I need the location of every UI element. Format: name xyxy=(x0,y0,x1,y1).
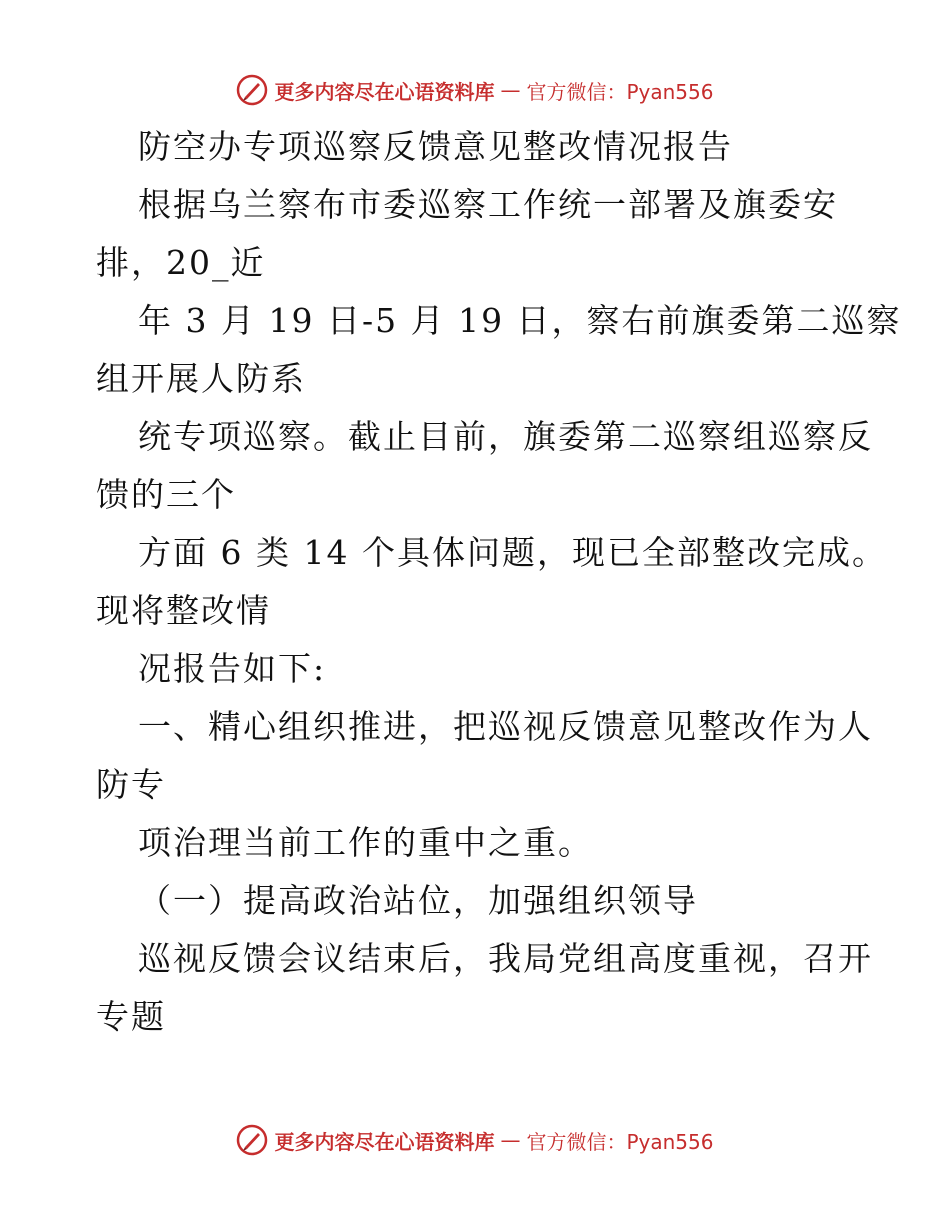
header-watermark xyxy=(0,70,950,110)
text-line: 专题 xyxy=(96,997,166,1036)
text-line: 防空办专项巡察反馈意见整改情况报告 xyxy=(138,127,733,166)
watermark-wechat: 官方微信：Pyan556 xyxy=(526,1129,714,1154)
text-line: 根据乌兰察布市委巡察工作统一部署及旗委安 xyxy=(138,185,838,224)
text-line: 方面 6 类 14 个具体问题，现已全部整改完成。 xyxy=(138,533,887,572)
text-line: 排，20_近 xyxy=(96,243,266,282)
text-line: 馈的三个 xyxy=(96,475,236,514)
watermark-text: 更多内容尽在心语资料库 xyxy=(274,79,495,104)
text-line: 况报告如下: xyxy=(138,649,327,688)
quill-pen-logo-icon xyxy=(236,74,268,106)
text-line: 组开展人防系 xyxy=(96,359,306,398)
text-line: 项治理当前工作的重中之重。 xyxy=(138,823,593,862)
footer-watermark xyxy=(0,1120,950,1160)
text-line: 巡视反馈会议结束后，我局党组高度重视，召开 xyxy=(138,939,873,978)
text-line: （一）提高政治站位，加强组织领导 xyxy=(138,881,698,920)
text-line: 防专 xyxy=(96,765,166,804)
watermark-separator: — xyxy=(500,1128,521,1152)
text-line: 统专项巡察。截止目前，旗委第二巡察组巡察反 xyxy=(138,417,873,456)
document-body xyxy=(96,118,902,1046)
watermark-wechat: 官方微信：Pyan556 xyxy=(526,79,714,104)
text-line: 现将整改情 xyxy=(96,591,271,630)
text-line: 一、精心组织推进，把巡视反馈意见整改作为人 xyxy=(138,707,873,746)
watermark-separator: — xyxy=(500,78,521,102)
text-line: 年 3 月 19 日-5 月 19 日，察右前旗委第二巡察 xyxy=(138,301,902,340)
quill-pen-logo-icon xyxy=(236,1124,268,1156)
watermark-text: 更多内容尽在心语资料库 xyxy=(274,1129,495,1154)
